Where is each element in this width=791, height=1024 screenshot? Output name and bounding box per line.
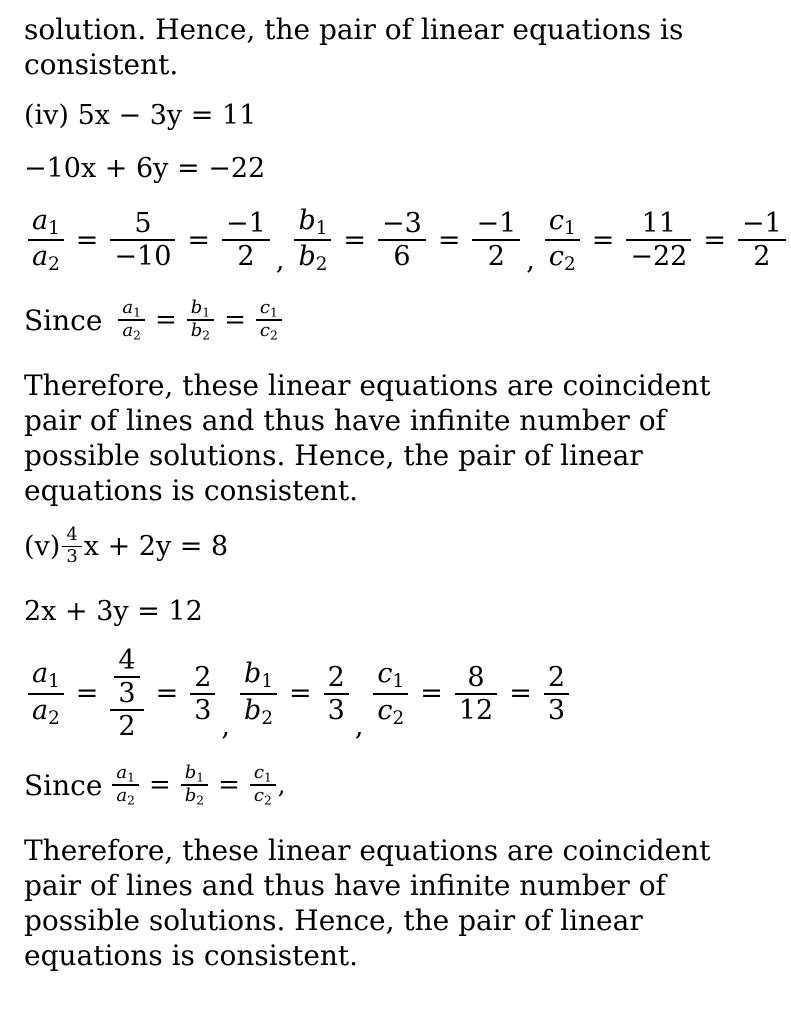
fraction-v-a-compound: $\frac{\frac{4}{3}}{2}$ <box>110 645 143 742</box>
equation-v-first: x + 2y = 8 <box>83 530 229 562</box>
ratio-row-v: $\frac{a_1}{a_2}$ = $\frac{\frac{4}{3}}{2}$ = $\frac{2}{3}$ , $\frac{b_1}{b_2}$ = $\frac{2}{3}$ , $\frac{c_1}{c_2}$ = $\frac{8}{12}$ = $\frac{2}{3}$ <box>24 645 573 742</box>
fraction-iv-a-simplified: $\frac{-1}{2}$ <box>222 208 270 272</box>
paragraph-middle: Therefore, these linear equations are coincident pair of lines and thus have infinite number of possible solutions. Hence, the pair of linear equations is consistent. <box>24 369 711 507</box>
ratio-row-iv: $\frac{a_1}{a_2}$ = $\frac{5}{-10}$ = $\frac{-1}{2}$ , $\frac{b_1}{b_2}$ = $\frac{-3}{6}$ = $\frac{-1}{2}$ , $\frac{c_1}{c_2}$ = $\frac{11}{-22}$ = $\frac{-1}{2}$ <box>24 205 790 276</box>
fraction-iv-b: $\frac{-3}{6}$ <box>378 208 426 272</box>
fraction-b1-b2-v: $\frac{b_1}{b_2}$ <box>240 658 277 729</box>
label-v: (v) <box>24 530 61 562</box>
fraction-iv-a: $\frac{5}{-10}$ <box>110 208 175 272</box>
fraction-c1-c2-v: $\frac{c_1}{c_2}$ <box>373 658 408 729</box>
equation-iv-1 <box>24 100 256 131</box>
fraction-iv-c: $\frac{11}{-22}$ <box>626 208 691 272</box>
fraction-b1-b2: $\frac{b_1}{b_2}$ <box>294 205 331 276</box>
equation-iv-2: −10x + 6y = −22 <box>24 153 266 184</box>
fraction-v-c: $\frac{8}{12}$ <box>455 662 497 726</box>
paragraph-top: solution. Hence, the pair of linear equations is consistent. <box>24 13 684 81</box>
fraction-v-b: $\frac{2}{3}$ <box>324 662 349 726</box>
label-iv: (iv) <box>24 100 69 131</box>
fraction-c1-c2: $\frac{c_1}{c_2}$ <box>545 205 580 276</box>
equation-v-2: 2x + 3y = 12 <box>24 596 203 627</box>
paragraph-bottom: Therefore, these linear equations are coincident pair of lines and thus have infinite number of possible solutions. Hence, the pair of linear equations is consistent. <box>24 834 711 972</box>
fraction-v-c-simplified: $\frac{2}{3}$ <box>544 662 569 726</box>
equation-iv-first: 5x − 3y = 11 <box>77 100 257 131</box>
since-label-v: Since <box>24 768 103 802</box>
since-label-iv: Since <box>24 303 103 337</box>
fraction-iv-c-simplified: $\frac{-1}{2}$ <box>738 208 786 272</box>
since-row-v: Since $\frac{a_1}{a_2}$ = $\frac{b_1}{b_2}$ = $\frac{c_1}{c_2}$ , <box>24 762 286 808</box>
equation-v-1: (v) $\frac{4}{3}$ x + 2y = 8 <box>24 524 229 567</box>
fraction-v-a-simplified: $\frac{2}{3}$ <box>190 662 215 726</box>
fraction-iv-b-simplified: $\frac{-1}{2}$ <box>472 208 520 272</box>
since-row-iv: Since $\frac{a_1}{a_2}$ = $\frac{b_1}{b_2}$ = $\frac{c_1}{c_2}$ <box>24 298 284 342</box>
fraction-a1-a2: $\frac{a_1}{a_2}$ <box>28 205 64 276</box>
fraction-a1-a2-v: $\frac{a_1}{a_2}$ <box>28 658 64 729</box>
